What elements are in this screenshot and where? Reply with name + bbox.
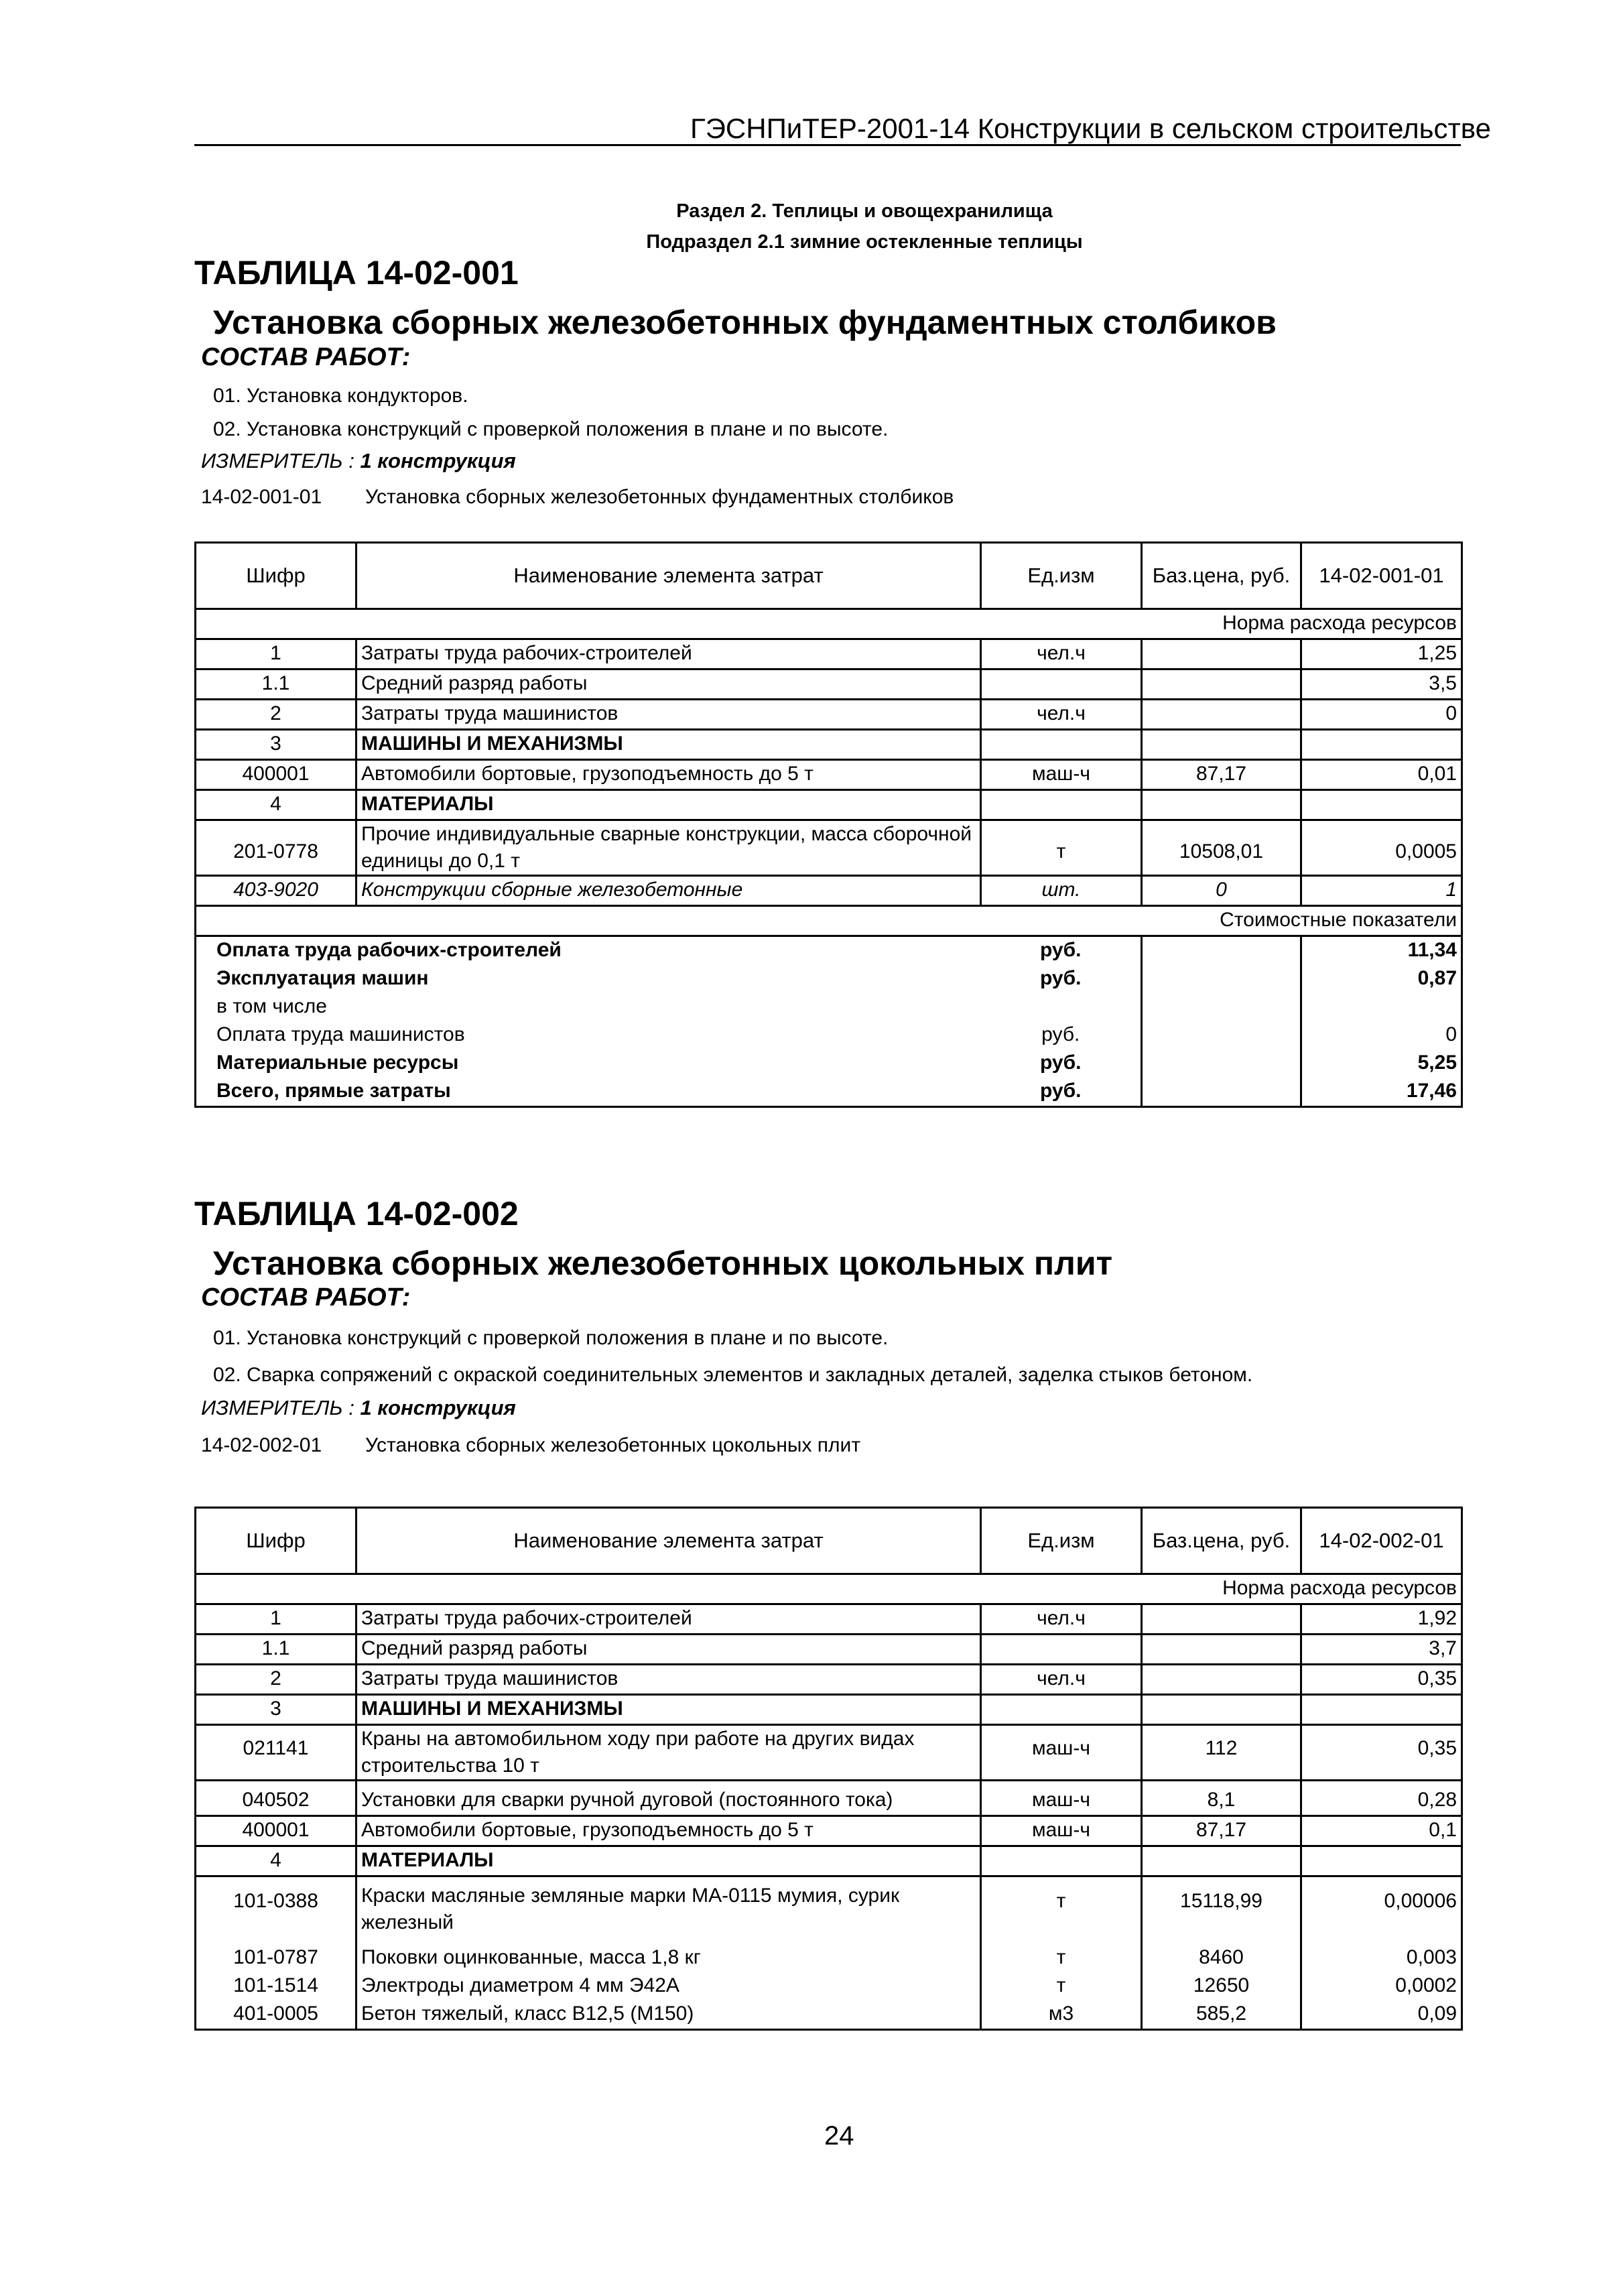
col-header-unit: Ед.изм (981, 543, 1142, 609)
row-name: Автомобили бортовые, грузоподъемность до 5 т (356, 760, 981, 790)
row-name: Краны на автомобильном ходу при работе на других видах строительства 10 т (356, 1725, 981, 1781)
row-code: 040502 (196, 1781, 356, 1816)
row-price (1142, 790, 1301, 820)
row-price: 585,2 (1142, 2000, 1301, 2030)
row-unit: маш-ч (981, 760, 1142, 790)
row-value: 0,09 (1301, 2000, 1462, 2030)
row-price: 10508,01 (1142, 820, 1301, 876)
table-row (196, 820, 1462, 876)
cost-value: 17,46 (1301, 1078, 1462, 1107)
row-code: 021141 (196, 1725, 356, 1781)
row-unit (981, 730, 1142, 760)
col-header-price: Баз.цена, руб. (1142, 543, 1301, 609)
row-name: Бетон тяжелый, класс В12,5 (М150) (356, 2000, 981, 2030)
row-value: 1,25 (1301, 639, 1462, 669)
row-value (1301, 790, 1462, 820)
row-code: 401-0005 (196, 2000, 356, 2030)
document-header-title: ГЭСНПиТЕР-2001-14 Конструкции в сельском строительстве (690, 113, 1491, 144)
row-unit: маш-ч (981, 1781, 1142, 1816)
row-code: 4 (196, 1846, 356, 1876)
row-price: 12650 (1142, 1972, 1301, 2000)
row-unit: чел.ч (981, 700, 1142, 730)
col-header-name: Наименование элемента затрат (356, 1508, 981, 1574)
row-code: 3 (196, 730, 356, 760)
cost-header: Стоимостные показатели (196, 906, 1462, 936)
row-name: Установки для сварки ручной дуговой (постоянного тока) (356, 1781, 981, 1816)
row-name: МАТЕРИАЛЫ (356, 1846, 981, 1876)
row-name: МАШИНЫ И МЕХАНИЗМЫ (356, 730, 981, 760)
row-name: Прочие индивидуальные сварные конструкции, масса сборочной единицы до 0,1 т (356, 820, 981, 876)
cost-row (196, 1021, 1462, 1049)
table-row (196, 1816, 1462, 1846)
row-name: Поковки оцинкованные, масса 1,8 кг (356, 1936, 981, 1972)
table-header-row (196, 1508, 1462, 1574)
row-unit: т (981, 1876, 1142, 1937)
row-unit: т (981, 820, 1142, 876)
table2-code: 14-02-002-01 (201, 1434, 322, 1456)
header-rule (194, 144, 1461, 146)
section-line-1: Раздел 2. Теплицы и овощехранилища (676, 200, 1053, 222)
table2-resources (194, 1507, 1463, 2031)
row-code: 400001 (196, 1816, 356, 1846)
table-row (196, 1936, 1462, 1972)
col-header-unit: Ед.изм (981, 1508, 1142, 1574)
cost-row (196, 965, 1462, 993)
row-value: 0,01 (1301, 760, 1462, 790)
cost-name: в том числе (196, 993, 981, 1021)
row-name: Электроды диаметром 4 мм Э42А (356, 1972, 981, 2000)
table1-code-desc: Установка сборных железобетонных фундаментных столбиков (365, 486, 954, 508)
table2-izmeritel (201, 1396, 516, 1420)
table2-work-item-2: 02. Сварка сопряжений с окраской соединительных элементов и закладных деталей, заделка стыков бетоном. (213, 1364, 1253, 1386)
cost-name: Материальные ресурсы (196, 1049, 981, 1078)
table-row (196, 639, 1462, 669)
row-value: 3,7 (1301, 1635, 1462, 1665)
cost-unit: руб. (1040, 1051, 1082, 1074)
row-code: 101-1514 (196, 1972, 356, 2000)
col-header-code: Шифр (196, 543, 356, 609)
cost-price (1142, 936, 1301, 966)
table-row (196, 2000, 1462, 2030)
table-row (196, 1725, 1462, 1781)
table-row (196, 1665, 1462, 1695)
table-row (196, 1604, 1462, 1635)
cost-unit (981, 993, 1142, 1021)
cost-unit: руб. (981, 1078, 1142, 1107)
row-price: 8,1 (1142, 1781, 1301, 1816)
table-row (196, 1846, 1462, 1876)
row-code: 201-0778 (196, 820, 356, 876)
row-price (1142, 730, 1301, 760)
table-row (196, 700, 1462, 730)
row-price (1142, 1604, 1301, 1635)
row-unit: т (981, 1972, 1142, 2000)
row-value: 0,003 (1301, 1936, 1462, 1972)
row-price (1142, 1846, 1301, 1876)
table2-work-title: Установка сборных железобетонных цокольных плит (213, 1245, 1113, 1282)
row-name: Краски масляные земляные марки МА-0115 мумия, сурик железный (356, 1876, 981, 1937)
cost-price (1142, 1049, 1301, 1078)
row-unit: чел.ч (981, 1665, 1142, 1695)
norm-header: Норма расхода ресурсов (196, 609, 1462, 639)
row-value: 1 (1301, 876, 1462, 906)
row-code: 3 (196, 1695, 356, 1725)
row-code: 2 (196, 1665, 356, 1695)
row-unit: т (981, 1936, 1142, 1972)
row-price: 87,17 (1142, 760, 1301, 790)
section-heading (603, 196, 1126, 257)
row-unit (981, 790, 1142, 820)
row-code: 1 (196, 639, 356, 669)
row-code: 101-0388 (196, 1876, 356, 1937)
table1-code-line (201, 486, 954, 509)
row-value: 0,35 (1301, 1725, 1462, 1781)
cost-row (196, 936, 1462, 966)
row-name: Средний разряд работы (356, 669, 981, 700)
norm-header-row (196, 609, 1462, 639)
table-row (196, 760, 1462, 790)
izmeritel-value: 1 конструкция (360, 1396, 516, 1419)
row-code: 4 (196, 790, 356, 820)
izmeritel-label: ИЗМЕРИТЕЛЬ : (201, 449, 354, 472)
col-header-name: Наименование элемента затрат (356, 543, 981, 609)
row-name: МАТЕРИАЛЫ (356, 790, 981, 820)
table2-title: ТАБЛИЦА 14-02-002 (194, 1195, 519, 1232)
cost-name: Эксплуатация машин (196, 965, 981, 993)
table1-code: 14-02-001-01 (201, 486, 322, 508)
table2-sostav-label: СОСТАВ РАБОТ: (201, 1283, 411, 1312)
row-price: 15118,99 (1142, 1876, 1301, 1937)
table-row (196, 1972, 1462, 2000)
row-name: Автомобили бортовые, грузоподъемность до 5 т (356, 1816, 981, 1846)
row-unit: маш-ч (981, 1816, 1142, 1846)
cost-value: 11,34 (1301, 936, 1462, 966)
table-row (196, 1876, 1462, 1937)
cost-value: 0 (1301, 1021, 1462, 1049)
row-price: 8460 (1142, 1936, 1301, 1972)
row-name: МАШИНЫ И МЕХАНИЗМЫ (356, 1695, 981, 1725)
cost-row (196, 1078, 1462, 1107)
row-unit: м3 (981, 2000, 1142, 2030)
row-name: Затраты труда рабочих-строителей (356, 1604, 981, 1635)
row-name: Затраты труда рабочих-строителей (356, 639, 981, 669)
row-unit: чел.ч (981, 639, 1142, 669)
row-unit (981, 669, 1142, 700)
table-row (196, 790, 1462, 820)
table-row (196, 876, 1462, 906)
table1-work-title: Установка сборных железобетонных фундаментных столбиков (213, 304, 1277, 341)
row-price: 0 (1142, 876, 1301, 906)
col-header-resource-code: 14-02-001-01 (1301, 543, 1462, 609)
norm-header: Норма расхода ресурсов (196, 1574, 1462, 1604)
row-value: 0 (1301, 700, 1462, 730)
col-header-code: Шифр (196, 1508, 356, 1574)
row-price: 87,17 (1142, 1816, 1301, 1846)
row-price (1142, 669, 1301, 700)
row-value: 0,0005 (1301, 820, 1462, 876)
cost-header-row (196, 906, 1462, 936)
row-code: 1.1 (196, 669, 356, 700)
row-price (1142, 700, 1301, 730)
row-code: 101-0787 (196, 1936, 356, 1972)
row-name: Средний разряд работы (356, 1635, 981, 1665)
page-number: 24 (824, 2121, 854, 2151)
row-price: 112 (1142, 1725, 1301, 1781)
col-header-price: Баз.цена, руб. (1142, 1508, 1301, 1574)
cost-price (1142, 965, 1301, 993)
table-row (196, 1695, 1462, 1725)
table1-work-item-1: 01. Установка кондукторов. (213, 385, 468, 407)
row-name: Затраты труда машинистов (356, 1665, 981, 1695)
row-value: 1,92 (1301, 1604, 1462, 1635)
row-value: 0,0002 (1301, 1972, 1462, 2000)
table-row (196, 1635, 1462, 1665)
cost-row (196, 1049, 1462, 1078)
izmeritel-label: ИЗМЕРИТЕЛЬ : (201, 1396, 354, 1419)
row-value: 0,1 (1301, 1816, 1462, 1846)
row-unit: маш-ч (981, 1725, 1142, 1781)
table1-sostav-label: СОСТАВ РАБОТ: (201, 343, 411, 371)
cost-unit: руб. (1040, 967, 1082, 989)
row-code: 1.1 (196, 1635, 356, 1665)
row-code: 1 (196, 1604, 356, 1635)
row-value: 0,28 (1301, 1781, 1462, 1816)
col-header-resource-code: 14-02-002-01 (1301, 1508, 1462, 1574)
cost-price (1142, 993, 1301, 1021)
cost-price (1142, 1078, 1301, 1107)
cost-name: Оплата труда машинистов (196, 1021, 981, 1049)
row-code: 400001 (196, 760, 356, 790)
row-price (1142, 1695, 1301, 1725)
row-value (1301, 1695, 1462, 1725)
cost-value: 0,87 (1301, 965, 1462, 993)
row-unit: чел.ч (981, 1604, 1142, 1635)
table1-work-item-2: 02. Установка конструкций с проверкой положения в плане и по высоте. (213, 418, 889, 440)
section-line-2: Подраздел 2.1 зимние остекленные теплицы (646, 231, 1083, 253)
row-value: 3,5 (1301, 669, 1462, 700)
izmeritel-value: 1 конструкция (360, 449, 516, 472)
table2-code-desc: Установка сборных железобетонных цокольных плит (365, 1434, 861, 1456)
table-row (196, 1781, 1462, 1816)
row-code: 2 (196, 700, 356, 730)
cost-price (1142, 1021, 1301, 1049)
cost-value: 5,25 (1301, 1049, 1462, 1078)
row-name: Конструкции сборные железобетонные (356, 876, 981, 906)
row-value: 0,00006 (1301, 1876, 1462, 1937)
table2-work-item-1: 01. Установка конструкций с проверкой положения в плане и по высоте. (213, 1327, 889, 1349)
row-value: 0,35 (1301, 1665, 1462, 1695)
row-unit (981, 1695, 1142, 1725)
table1-resources (194, 541, 1463, 1108)
table-row (196, 730, 1462, 760)
row-price (1142, 1665, 1301, 1695)
row-price (1142, 1635, 1301, 1665)
row-value (1301, 1846, 1462, 1876)
cost-unit: руб. (1040, 939, 1082, 961)
norm-header-row (196, 1574, 1462, 1604)
table1-izmeritel (201, 449, 516, 473)
cost-value (1301, 993, 1462, 1021)
table2-code-line (201, 1434, 861, 1457)
cost-unit: руб. (1041, 1023, 1080, 1045)
row-name: Затраты труда машинистов (356, 700, 981, 730)
table1-title: ТАБЛИЦА 14-02-001 (194, 254, 519, 292)
row-code: 403-9020 (196, 876, 356, 906)
row-unit (981, 1846, 1142, 1876)
cost-row (196, 993, 1462, 1021)
row-unit (981, 1635, 1142, 1665)
cost-name: Всего, прямые затраты (196, 1078, 981, 1107)
row-unit: шт. (981, 876, 1142, 906)
row-value (1301, 730, 1462, 760)
table-header-row (196, 543, 1462, 609)
row-price (1142, 639, 1301, 669)
cost-name: Оплата труда рабочих-строителей (196, 936, 981, 966)
table-row (196, 669, 1462, 700)
